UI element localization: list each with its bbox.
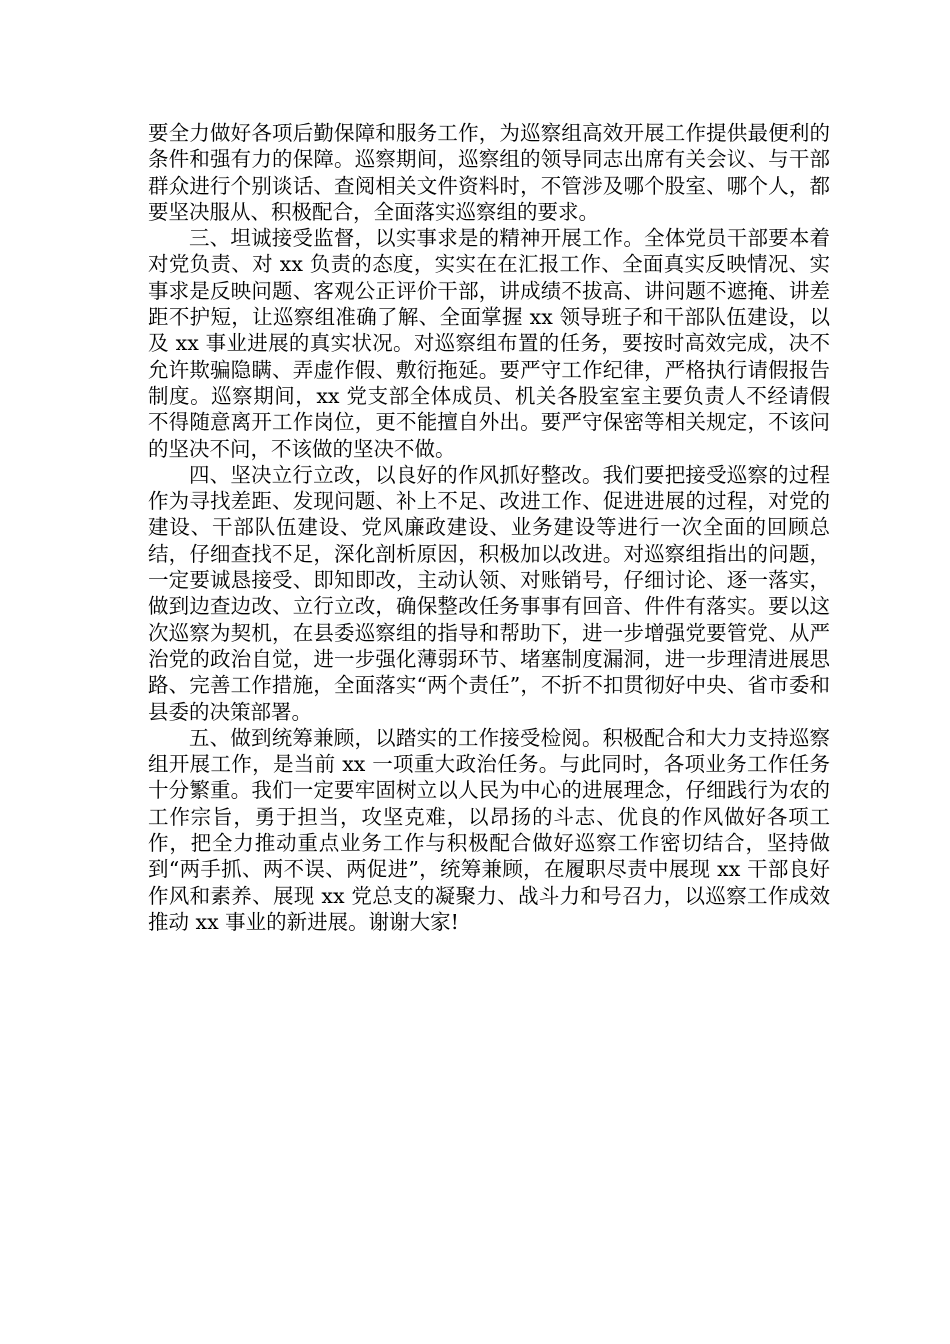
paragraph-section-four: 四、坚决立行立改，以良好的作风抓好整改。我们要把接受巡察的过程作为寻找差距、发现问题、补上不足、改进工作、促进进展的过程，对党的建设、干部队伍建设、党风廉政建设、业务建设等进行一次全面的回顾总结，仔细查找不足，深化剖析原因，积极加以改进。对巡察组指出的问题，一定要诚恳接受、即知即改，主动认领、对账销号，仔细讨论、逐一落实，做到边查边改、立行立改，确保整改任务事事有回音、件件有落实。要以这次巡察为契机，在县委巡察组的指导和帮助下，进一步增强党要管党、从严治党的政治自觉，进一步强化薄弱环节、堵塞制度漏洞，进一步理清进展思路、完善工作措施，全面落实“两个责任”，不折不扣贯彻好中央、省市委和县委的决策部署。 — [148, 462, 830, 724]
paragraph-section-five: 五、做到统筹兼顾，以踏实的工作接受检阅。积极配合和大力支持巡察组开展工作，是当前 xx 一项重大政治任务。与此同时，各项业务工作任务十分繁重。我们一定要牢固树立以人民为中心的进展理念，仔细践行为农的工作宗旨，勇于担当，攻坚克难，以昂扬的斗志、优良的作风做好各项工作，把全力推动重点业务工作与积极配合做好巡察工作密切结合，坚持做到“两手抓、两不误、两促进”，统筹兼顾，在履职尽责中展现 xx 干部良好作风和素养、展现 xx 党总支的凝聚力、战斗力和号召力，以巡察工作成效推动 xx 事业的新进展。谢谢大家! — [148, 725, 830, 934]
paragraph-section-three: 三、坦诚接受监督，以实事求是的精神开展工作。全体党员干部要本着对党负责、对 xx 负责的态度，实实在在汇报工作、全面真实反映情况、实事求是反映问题、客观公正评价干部，讲成绩不拔高、讲问题不遮掩、讲差距不护短，让巡察组准确了解、全面掌握 xx 领导班子和干部队伍建设，以及 xx 事业进展的真实状况。对巡察组布置的任务，要按时高效完成，决不允许欺骗隐瞒、弄虚作假、敷衍拖延。要严守工作纪律，严格执行请假报告制度。巡察期间，xx 党支部全体成员、机关各股室室主要负责人不经请假不得随意离开工作岗位，更不能擅自外出。要严守保密等相关规定，不该问的坚决不问，不该做的坚决不做。 — [148, 226, 830, 461]
document-body — [148, 120, 830, 935]
paragraph-continuation: 要全力做好各项后勤保障和服务工作，为巡察组高效开展工作提供最便利的条件和强有力的保障。巡察期间，巡察组的领导同志出席有关会议、与干部群众进行个别谈话、查阅相关文件资料时，不管涉及哪个股室、哪个人，都要坚决服从、积极配合，全面落实巡察组的要求。 — [148, 121, 830, 224]
